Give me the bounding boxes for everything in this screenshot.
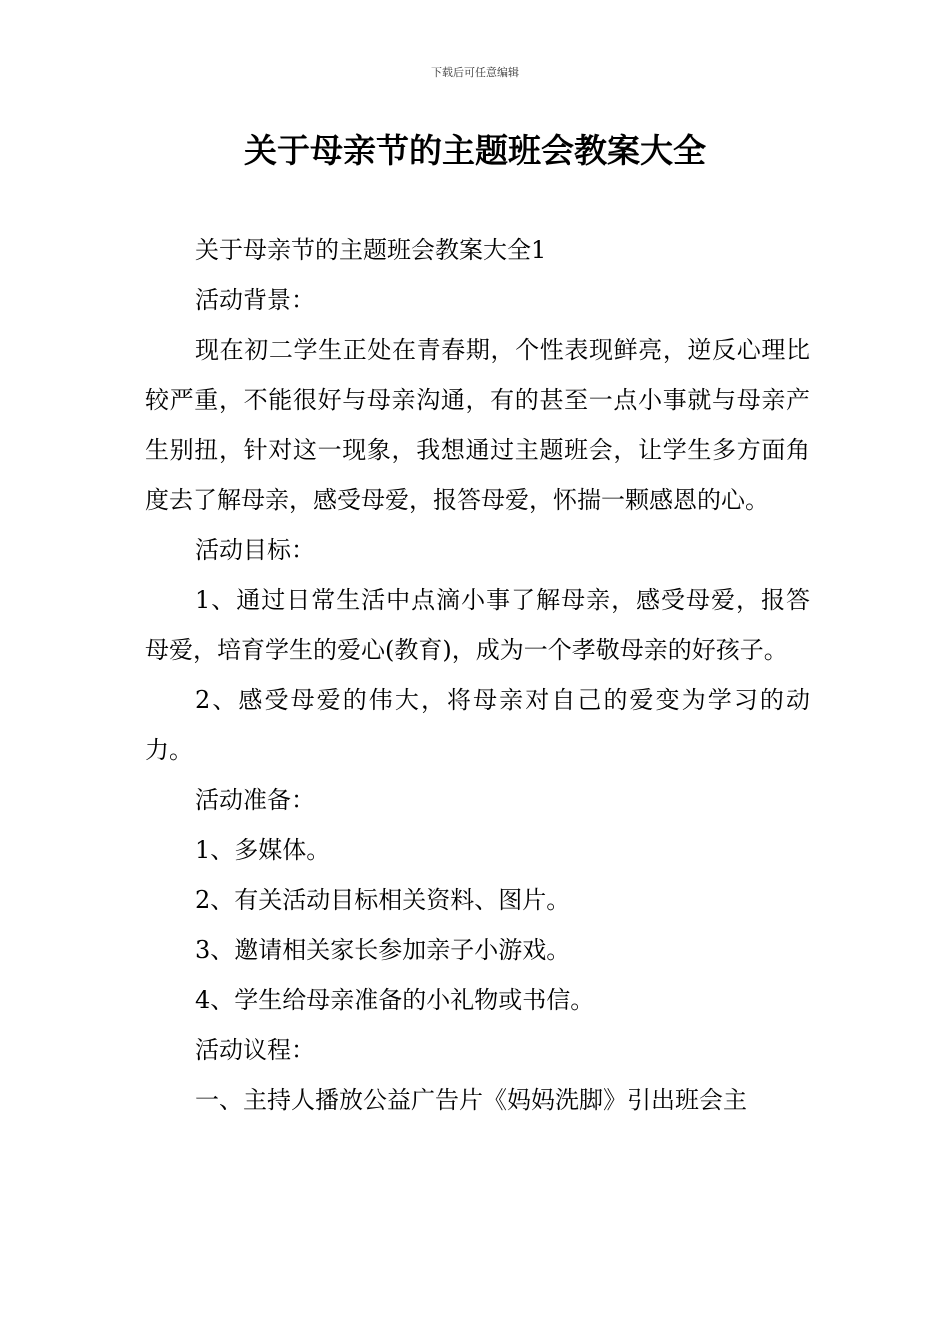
- document-title: 关于母亲节的主题班会教案大全: [244, 131, 706, 170]
- paragraph-section-heading: 关于母亲节的主题班会教案大全1: [195, 236, 547, 264]
- paragraph-goals-label: 活动目标：: [195, 536, 315, 564]
- paragraph-preparation-3: 3、邀请相关家长参加亲子小游戏。: [195, 936, 571, 964]
- paragraph-goal-2: 2、感受母爱的伟大，将母亲对自己的爱变为学习的动力。: [145, 686, 810, 764]
- paragraph-agenda-label: 活动议程：: [195, 1036, 315, 1064]
- document-body: [145, 225, 810, 1125]
- header-note: 下载后可任意编辑: [431, 66, 519, 79]
- paragraph-background-text: 现在初二学生正处在青春期，个性表现鲜亮，逆反心理比较严重，不能很好与母亲沟通，有的甚至一点小事就与母亲产生别扭，针对这一现象，我想通过主题班会，让学生多方面角度去了解母亲，感受母爱，报答母爱，怀揣一颗感恩的心。: [145, 336, 810, 514]
- paragraph-preparation-1: 1、多媒体。: [195, 836, 331, 864]
- paragraph-preparation-4: 4、学生给母亲准备的小礼物或书信。: [195, 986, 595, 1014]
- paragraph-preparation-label: 活动准备：: [195, 786, 315, 814]
- paragraph-preparation-2: 2、有关活动目标相关资料、图片。: [195, 886, 571, 914]
- paragraph-goal-1: 1、通过日常生活中点滴小事了解母亲，感受母爱，报答母爱，培育学生的爱心(教育)，成为一个孝敬母亲的好孩子。: [145, 586, 810, 664]
- paragraph-background-label: 活动背景：: [195, 286, 315, 314]
- paragraph-agenda-1: 一、主持人播放公益广告片《妈妈洗脚》引出班会主: [195, 1086, 747, 1114]
